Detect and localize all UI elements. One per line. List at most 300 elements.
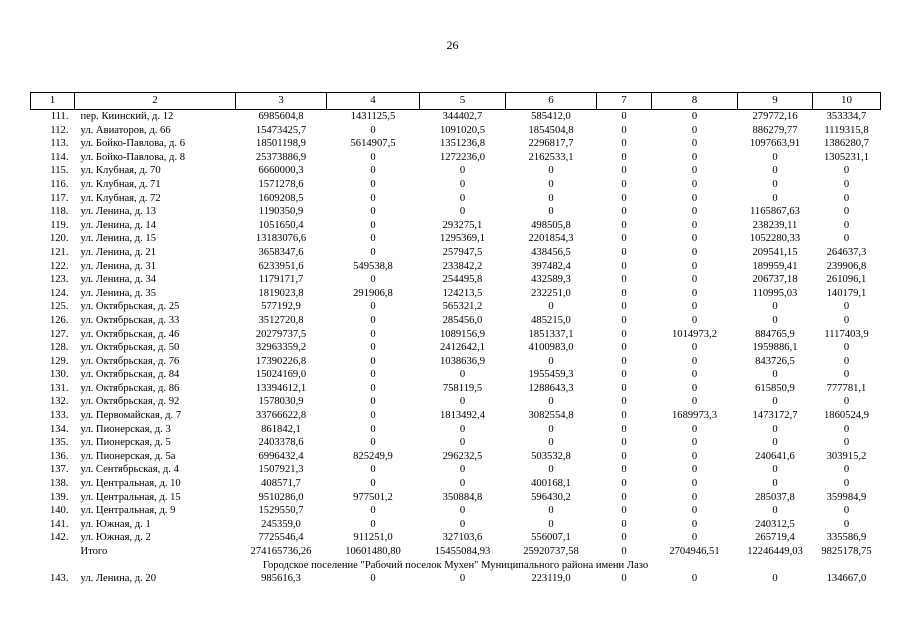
- value-cell: 0: [843, 219, 850, 231]
- value-cell: 0: [772, 437, 778, 449]
- value-cell: 0: [772, 464, 778, 476]
- value-cell: 257947,5: [442, 246, 483, 258]
- value-cell: 274165736,26: [250, 546, 312, 557]
- value-cell: 327103,6: [442, 532, 483, 544]
- value-cell: 0: [621, 437, 627, 449]
- row-number: 114.: [50, 151, 69, 163]
- value-cell: 0: [691, 151, 698, 163]
- row-number: 113.: [50, 138, 69, 150]
- value-cell: 6660000,3: [258, 165, 304, 177]
- value-cell: 0: [691, 124, 698, 136]
- value-cell: 0: [691, 192, 698, 204]
- value-cell: 17390226,8: [255, 355, 307, 367]
- address-cell: ул. Ленина, д. 34: [80, 274, 157, 286]
- value-cell: 886279,77: [752, 124, 798, 136]
- value-cell: 293275,1: [442, 219, 483, 231]
- table-row: [31, 164, 881, 178]
- table-row: [31, 110, 881, 124]
- address-cell: ул. Бойко-Павлова, д. 8: [80, 151, 186, 163]
- value-cell: 408571,7: [261, 478, 301, 490]
- row-number: 129.: [49, 355, 69, 367]
- row-number: 127.: [49, 328, 69, 340]
- value-cell: 0: [548, 355, 554, 367]
- value-cell: 0: [621, 192, 627, 204]
- value-cell: 0: [370, 233, 376, 245]
- row-number: 134.: [49, 423, 69, 435]
- row-number: 132.: [49, 396, 69, 408]
- value-cell: 124213,5: [442, 287, 483, 299]
- value-cell: 0: [621, 518, 627, 530]
- value-cell: 0: [621, 450, 627, 462]
- value-cell: 5614907,5: [350, 138, 396, 150]
- section-row: [31, 559, 881, 573]
- value-cell: 0: [548, 165, 554, 177]
- value-cell: 977501,2: [353, 491, 393, 503]
- value-cell: 0: [370, 165, 376, 177]
- value-cell: 0: [772, 369, 778, 381]
- row-number: 140.: [49, 505, 69, 517]
- value-cell: 0: [548, 464, 554, 476]
- value-cell: 758119,5: [442, 382, 483, 394]
- value-cell: 0: [370, 301, 376, 313]
- value-cell: 0: [772, 423, 778, 435]
- value-cell: 0: [691, 165, 698, 177]
- value-cell: 0: [370, 518, 376, 530]
- value-cell: 0: [459, 396, 466, 408]
- value-cell: 485215,0: [531, 314, 571, 326]
- value-cell: 0: [459, 165, 466, 177]
- value-cell: 0: [370, 369, 376, 381]
- row-number: [31, 545, 75, 559]
- value-cell: 0: [843, 369, 850, 381]
- value-cell: 0: [691, 437, 698, 449]
- value-cell: 0: [459, 178, 466, 190]
- value-cell: 0: [621, 505, 627, 517]
- row-number: 126.: [49, 314, 69, 326]
- value-cell: 0: [691, 260, 698, 272]
- row-number: 131.: [49, 382, 69, 394]
- value-cell: 0: [370, 464, 376, 476]
- value-cell: 0: [621, 274, 627, 286]
- value-cell: 1854504,8: [528, 124, 574, 136]
- row-number: 128.: [49, 342, 69, 354]
- value-cell: 0: [370, 328, 376, 340]
- value-cell: 1813492,4: [439, 410, 486, 422]
- table-row: [31, 382, 881, 396]
- value-cell: 1097663,91: [749, 138, 801, 150]
- value-cell: 232251,0: [531, 287, 571, 299]
- value-cell: 1529550,7: [258, 505, 304, 517]
- value-cell: 223119,0: [531, 573, 571, 585]
- value-cell: 0: [370, 246, 376, 258]
- value-cell: 0: [621, 342, 627, 354]
- value-cell: 9825178,75: [821, 546, 872, 557]
- value-cell: 2403378,6: [258, 437, 304, 449]
- value-cell: 0: [621, 219, 627, 231]
- value-cell: 0: [691, 450, 698, 462]
- value-cell: 1179171,7: [258, 274, 304, 286]
- value-cell: 6996432,4: [258, 450, 304, 462]
- value-cell: 985616,3: [261, 573, 301, 585]
- value-cell: 0: [621, 464, 627, 476]
- address-cell: ул. Пионерская, д. 5а: [80, 450, 176, 462]
- value-cell: 0: [621, 396, 627, 408]
- value-cell: 1119315,8: [824, 124, 869, 136]
- value-cell: 0: [459, 206, 466, 218]
- column-header-5: 5: [420, 93, 506, 110]
- header-row: [31, 93, 881, 110]
- row-number: 111.: [50, 111, 69, 122]
- value-cell: 861842,1: [261, 423, 301, 435]
- value-cell: 233842,2: [442, 260, 483, 272]
- value-cell: 0: [691, 505, 698, 517]
- value-cell: 0: [772, 151, 778, 163]
- table-row: [31, 423, 881, 437]
- value-cell: 1117403,9: [824, 328, 869, 340]
- value-cell: 0: [691, 342, 698, 354]
- value-cell: 0: [691, 382, 698, 394]
- table-row: [31, 192, 881, 206]
- address-cell: ул. Клубная, д. 71: [80, 178, 161, 190]
- table-row: [31, 463, 881, 477]
- value-cell: 25920737,58: [523, 546, 579, 557]
- table-row: [31, 151, 881, 165]
- value-cell: 15024169,0: [255, 369, 307, 381]
- value-cell: 9510286,0: [258, 491, 304, 503]
- value-cell: 7725546,4: [258, 532, 304, 544]
- table-row: [31, 477, 881, 491]
- value-cell: 577192,9: [261, 301, 301, 313]
- value-cell: 1819023,8: [258, 287, 304, 299]
- value-cell: 0: [548, 437, 554, 449]
- row-number: 139.: [49, 491, 69, 503]
- value-cell: 0: [370, 192, 376, 204]
- table-row: [31, 491, 881, 505]
- table-row: [31, 178, 881, 192]
- address-cell: ул. Центральная, д. 9: [80, 505, 176, 517]
- address-cell: ул. Клубная, д. 70: [80, 165, 161, 177]
- value-cell: 0: [691, 478, 698, 490]
- value-cell: 0: [548, 423, 554, 435]
- value-cell: 503532,8: [531, 450, 571, 462]
- column-header-4: 4: [327, 93, 420, 110]
- value-cell: 296232,5: [442, 450, 483, 462]
- table-row: [31, 287, 881, 301]
- value-cell: 15473425,7: [255, 124, 307, 136]
- value-cell: 0: [370, 423, 376, 435]
- value-cell: 777781,1: [826, 382, 867, 394]
- value-cell: 1959886,1: [752, 342, 798, 354]
- value-cell: 0: [621, 287, 627, 299]
- value-cell: 0: [691, 219, 698, 231]
- value-cell: 265719,4: [755, 532, 795, 544]
- value-cell: 0: [548, 178, 554, 190]
- value-cell: 0: [691, 464, 698, 476]
- data-table: [30, 92, 881, 586]
- table-row: [31, 450, 881, 464]
- value-cell: 6233951,6: [258, 260, 304, 272]
- value-cell: 0: [621, 423, 627, 435]
- value-cell: 3512720,8: [258, 314, 304, 326]
- value-cell: 2201854,3: [528, 233, 574, 245]
- table-row: [31, 273, 881, 287]
- column-header-7: 7: [597, 93, 652, 110]
- value-cell: 397482,4: [531, 260, 571, 272]
- value-cell: 1955459,3: [528, 369, 574, 381]
- address-cell: ул. Октябрьская, д. 25: [80, 301, 180, 313]
- table-row: [31, 300, 881, 314]
- row-number: 130.: [49, 369, 69, 381]
- value-cell: 110995,03: [752, 287, 798, 299]
- value-cell: 0: [691, 287, 698, 299]
- address-cell: ул. Южная, д. 2: [80, 532, 151, 544]
- value-cell: 0: [772, 301, 778, 313]
- value-cell: 1578030,9: [258, 396, 304, 408]
- row-number: 119.: [50, 219, 69, 231]
- address-cell: Итого: [80, 546, 108, 557]
- value-cell: 0: [548, 192, 554, 204]
- value-cell: 0: [691, 111, 698, 122]
- row-number: 121.: [49, 246, 69, 258]
- row-number: 118.: [50, 206, 69, 218]
- value-cell: 0: [459, 573, 466, 585]
- value-cell: 2704946,51: [669, 546, 720, 557]
- page-number: 26: [446, 38, 459, 52]
- value-cell: 4100983,0: [528, 342, 574, 354]
- address-cell: ул. Бойко-Павлова, д. 6: [80, 138, 186, 150]
- table-row: [31, 137, 881, 151]
- value-cell: 245359,0: [261, 518, 301, 530]
- column-header-6: 6: [506, 93, 597, 110]
- value-cell: 0: [621, 260, 627, 272]
- value-cell: 0: [621, 124, 627, 136]
- value-cell: 2412642,1: [439, 342, 486, 354]
- value-cell: 240641,6: [755, 450, 795, 462]
- value-cell: 0: [621, 546, 627, 557]
- column-header-10: 10: [813, 93, 881, 110]
- table-row: [31, 395, 881, 409]
- row-number: 138.: [49, 478, 69, 490]
- value-cell: 0: [691, 138, 698, 150]
- value-cell: 303915,2: [826, 450, 867, 462]
- address-cell: ул. Ленина, д. 31: [80, 260, 157, 272]
- value-cell: 0: [843, 178, 850, 190]
- value-cell: 0: [843, 342, 850, 354]
- value-cell: 254495,8: [442, 274, 483, 286]
- table-row: [31, 572, 881, 586]
- table-body: [31, 110, 881, 586]
- value-cell: 1507921,3: [258, 464, 304, 476]
- value-cell: 1165867,63: [750, 206, 800, 218]
- value-cell: 0: [843, 396, 850, 408]
- value-cell: 585412,0: [531, 111, 571, 122]
- section-title: Городское поселение "Рабочий поселок Мухен" Муниципального района имени Лазо: [262, 559, 649, 571]
- value-cell: 0: [621, 314, 627, 326]
- table-row: [31, 232, 881, 246]
- value-cell: 209541,15: [752, 246, 798, 258]
- value-cell: 0: [772, 505, 778, 517]
- value-cell: 285456,0: [442, 314, 483, 326]
- value-cell: 1689973,3: [671, 410, 718, 422]
- value-cell: 0: [621, 111, 627, 122]
- value-cell: 549538,8: [353, 260, 393, 272]
- value-cell: 0: [459, 369, 466, 381]
- column-header-9: 9: [738, 93, 813, 110]
- value-cell: 0: [772, 396, 778, 408]
- value-cell: 0: [621, 178, 627, 190]
- address-cell: ул. Ленина, д. 21: [80, 246, 157, 258]
- address-cell: ул. Ленина, д. 20: [80, 573, 157, 585]
- value-cell: 0: [370, 573, 376, 585]
- value-cell: 0: [548, 396, 554, 408]
- table-row: [31, 314, 881, 328]
- value-cell: 1295369,1: [439, 233, 486, 245]
- value-cell: 0: [772, 192, 778, 204]
- value-cell: 0: [459, 505, 466, 517]
- value-cell: 0: [621, 328, 627, 340]
- value-cell: 0: [459, 518, 466, 530]
- table-row: [31, 436, 881, 450]
- value-cell: 0: [548, 505, 554, 517]
- value-cell: 498505,8: [531, 219, 571, 231]
- value-cell: 12246449,03: [747, 546, 803, 557]
- value-cell: 1851337,1: [528, 328, 574, 340]
- value-cell: 18501198,9: [256, 138, 306, 150]
- value-cell: 0: [691, 233, 698, 245]
- address-cell: ул. Октябрьская, д. 84: [80, 369, 180, 381]
- value-cell: 0: [621, 355, 627, 367]
- row-number: 112.: [50, 124, 69, 136]
- value-cell: 264637,3: [826, 246, 867, 258]
- value-cell: 0: [621, 233, 627, 245]
- address-cell: ул. Ленина, д. 14: [80, 219, 157, 231]
- value-cell: 32963359,2: [255, 342, 307, 354]
- table-row: [31, 246, 881, 260]
- value-cell: 20279737,5: [255, 328, 307, 340]
- total-row: [31, 545, 881, 559]
- value-cell: 1190350,9: [258, 206, 304, 218]
- value-cell: 0: [843, 423, 850, 435]
- address-cell: ул. Ленина, д. 13: [80, 206, 157, 218]
- value-cell: 0: [691, 301, 698, 313]
- value-cell: 3658347,6: [258, 246, 304, 258]
- value-cell: 344402,7: [442, 111, 483, 122]
- table-row: [31, 368, 881, 382]
- value-cell: 825249,9: [353, 450, 393, 462]
- value-cell: 0: [621, 246, 627, 258]
- value-cell: 0: [621, 369, 627, 381]
- value-cell: 261096,1: [826, 274, 867, 286]
- value-cell: 13394612,1: [255, 382, 307, 394]
- value-cell: 0: [548, 518, 554, 530]
- address-cell: ул. Октябрьская, д. 33: [80, 314, 180, 326]
- row-number: 120.: [49, 233, 69, 245]
- column-header-3: 3: [236, 93, 327, 110]
- value-cell: 0: [691, 246, 698, 258]
- value-cell: 0: [621, 491, 627, 503]
- value-cell: 0: [772, 314, 778, 326]
- value-cell: 0: [459, 192, 466, 204]
- value-cell: 0: [843, 233, 850, 245]
- value-cell: 33766622,8: [255, 410, 307, 422]
- table-row: [31, 219, 881, 233]
- value-cell: 0: [459, 464, 466, 476]
- value-cell: 0: [691, 314, 698, 326]
- value-cell: 0: [691, 573, 698, 585]
- table-row: [31, 355, 881, 369]
- value-cell: 140179,1: [826, 287, 867, 299]
- value-cell: 0: [843, 355, 850, 367]
- value-cell: 238239,11: [752, 219, 798, 231]
- value-cell: 0: [548, 206, 554, 218]
- value-cell: 0: [691, 274, 698, 286]
- address-cell: ул. Центральная, д. 10: [80, 478, 181, 490]
- value-cell: 0: [772, 478, 778, 490]
- table-row: [31, 124, 881, 138]
- value-cell: 0: [843, 314, 850, 326]
- address-cell: ул. Октябрьская, д. 76: [80, 355, 180, 367]
- value-cell: 189959,41: [752, 260, 798, 272]
- table-row: [31, 409, 881, 423]
- value-cell: 0: [843, 505, 850, 517]
- value-cell: 1288643,3: [528, 382, 574, 394]
- value-cell: 0: [621, 206, 627, 218]
- value-cell: 556007,1: [531, 532, 571, 544]
- column-header-8: 8: [652, 93, 738, 110]
- value-cell: 0: [621, 382, 627, 394]
- value-cell: 0: [459, 423, 466, 435]
- value-cell: 25373886,9: [255, 151, 307, 163]
- row-number: 124.: [49, 287, 69, 299]
- value-cell: 0: [548, 301, 554, 313]
- value-cell: 0: [621, 478, 627, 490]
- address-cell: ул. Октябрьская, д. 46: [80, 328, 180, 340]
- address-cell: ул. Южная, д. 1: [80, 518, 151, 530]
- column-header-1: 1: [31, 93, 75, 110]
- value-cell: 1052280,33: [749, 233, 801, 245]
- value-cell: 0: [621, 138, 627, 150]
- value-cell: 0: [691, 369, 698, 381]
- value-cell: 0: [621, 573, 627, 585]
- row-number: 122.: [49, 260, 69, 272]
- value-cell: 335586,9: [826, 532, 867, 544]
- value-cell: 0: [843, 206, 850, 218]
- value-cell: 1272236,0: [439, 151, 486, 163]
- table-row: [31, 341, 881, 355]
- value-cell: 15455084,93: [434, 546, 491, 557]
- value-cell: 0: [370, 124, 376, 136]
- table-row: [31, 328, 881, 342]
- value-cell: 0: [843, 165, 850, 177]
- value-cell: 0: [370, 178, 376, 190]
- value-cell: 0: [370, 437, 376, 449]
- value-cell: 2162533,1: [528, 151, 574, 163]
- value-cell: 239906,8: [826, 260, 867, 272]
- value-cell: 0: [370, 151, 376, 163]
- value-cell: 1431125,5: [350, 111, 396, 122]
- value-cell: 0: [370, 206, 376, 218]
- value-cell: 1305231,1: [823, 151, 870, 163]
- address-cell: ул. Клубная, д. 72: [80, 192, 161, 204]
- value-cell: 615850,9: [755, 382, 795, 394]
- table-row: [31, 260, 881, 274]
- value-cell: 0: [621, 165, 627, 177]
- value-cell: 438456,5: [531, 246, 571, 258]
- address-cell: ул. Первомайская, д. 7: [80, 410, 182, 422]
- row-number: 125.: [49, 301, 69, 313]
- value-cell: 432589,3: [531, 274, 571, 286]
- value-cell: 1386280,7: [823, 138, 870, 150]
